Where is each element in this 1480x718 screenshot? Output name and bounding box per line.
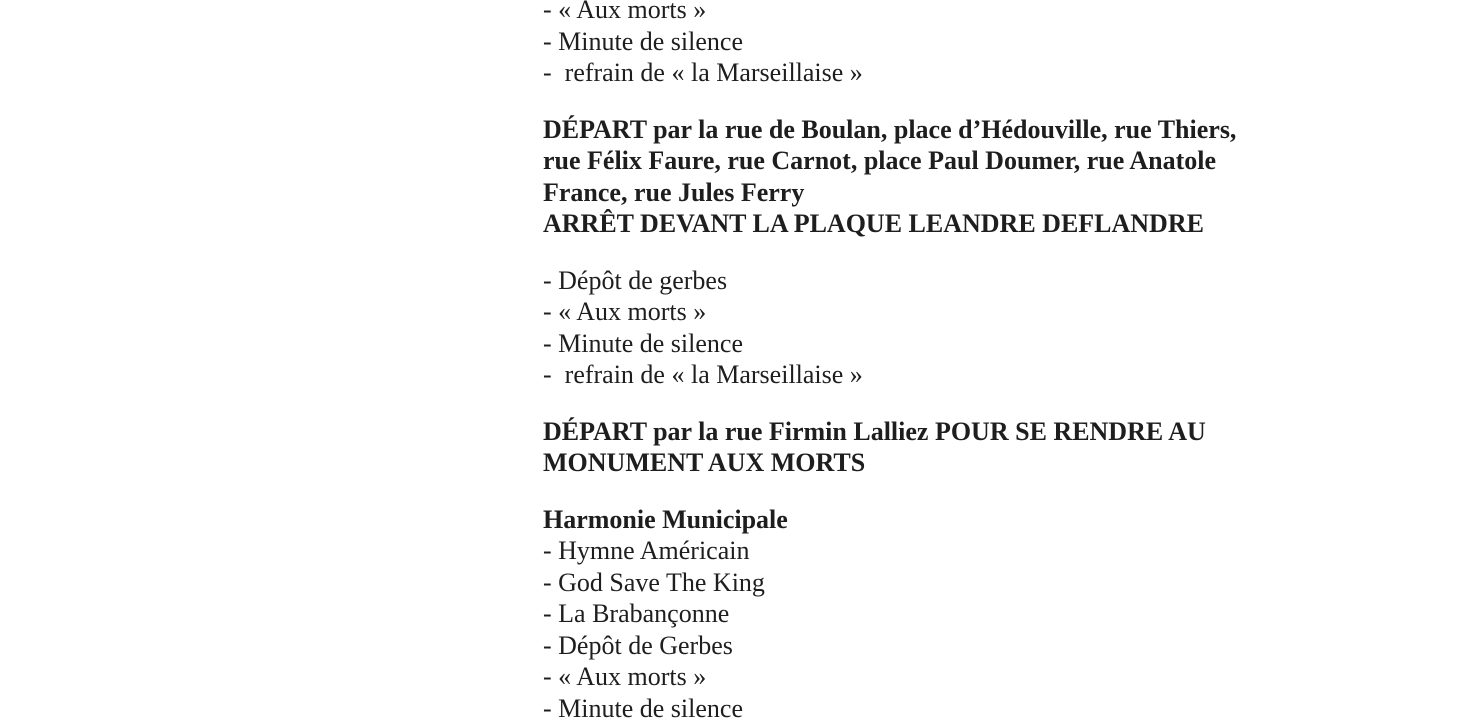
- route-line: DÉPART par la rue Firmin Lalliez POUR SE RENDRE AU: [543, 416, 1206, 446]
- section-heading: Harmonie Municipale: [543, 504, 788, 534]
- list-item: - Minute de silence: [543, 693, 743, 718]
- paragraph-gap: [543, 89, 1303, 114]
- harmonie-section: [543, 504, 1303, 718]
- list-item: - Minute de silence: [543, 26, 743, 56]
- list-item: - refrain de « la Marseillaise »: [543, 360, 863, 389]
- stop-heading: ARRÊT DEVANT LA PLAQUE LEANDRE DEFLANDRE: [543, 209, 1204, 238]
- departure-route-1: [543, 114, 1303, 240]
- document-content: [543, 0, 1303, 718]
- paragraph-gap: [543, 391, 1303, 416]
- route-line: France, rue Jules Ferry: [543, 177, 805, 207]
- paragraph-gap: [543, 240, 1303, 265]
- paragraph-gap: [543, 479, 1303, 504]
- list-item: - La Brabançonne: [543, 599, 730, 628]
- list-item: - God Save The King: [543, 567, 765, 597]
- list-item: - Dépôt de Gerbes: [543, 630, 733, 660]
- route-line: MONUMENT AUX MORTS: [543, 448, 866, 477]
- route-line: rue Félix Faure, rue Carnot, place Paul Doumer, rue Anatole: [543, 146, 1217, 175]
- departure-route-2: [543, 416, 1303, 479]
- list-item: - refrain de « la Marseillaise »: [543, 58, 863, 87]
- route-line: DÉPART par la rue de Boulan, place d’Hédouville, rue Thiers,: [543, 114, 1237, 144]
- list-item: - Minute de silence: [543, 328, 743, 358]
- list-item: - « Aux morts »: [543, 0, 707, 24]
- list-item: - Dépôt de gerbes: [543, 265, 728, 295]
- ceremony-list-2: [543, 265, 1303, 391]
- ceremony-list-1: [543, 0, 1303, 89]
- list-item: - Hymne Américain: [543, 536, 750, 565]
- list-item: - « Aux morts »: [543, 297, 707, 326]
- list-item: - « Aux morts »: [543, 662, 707, 691]
